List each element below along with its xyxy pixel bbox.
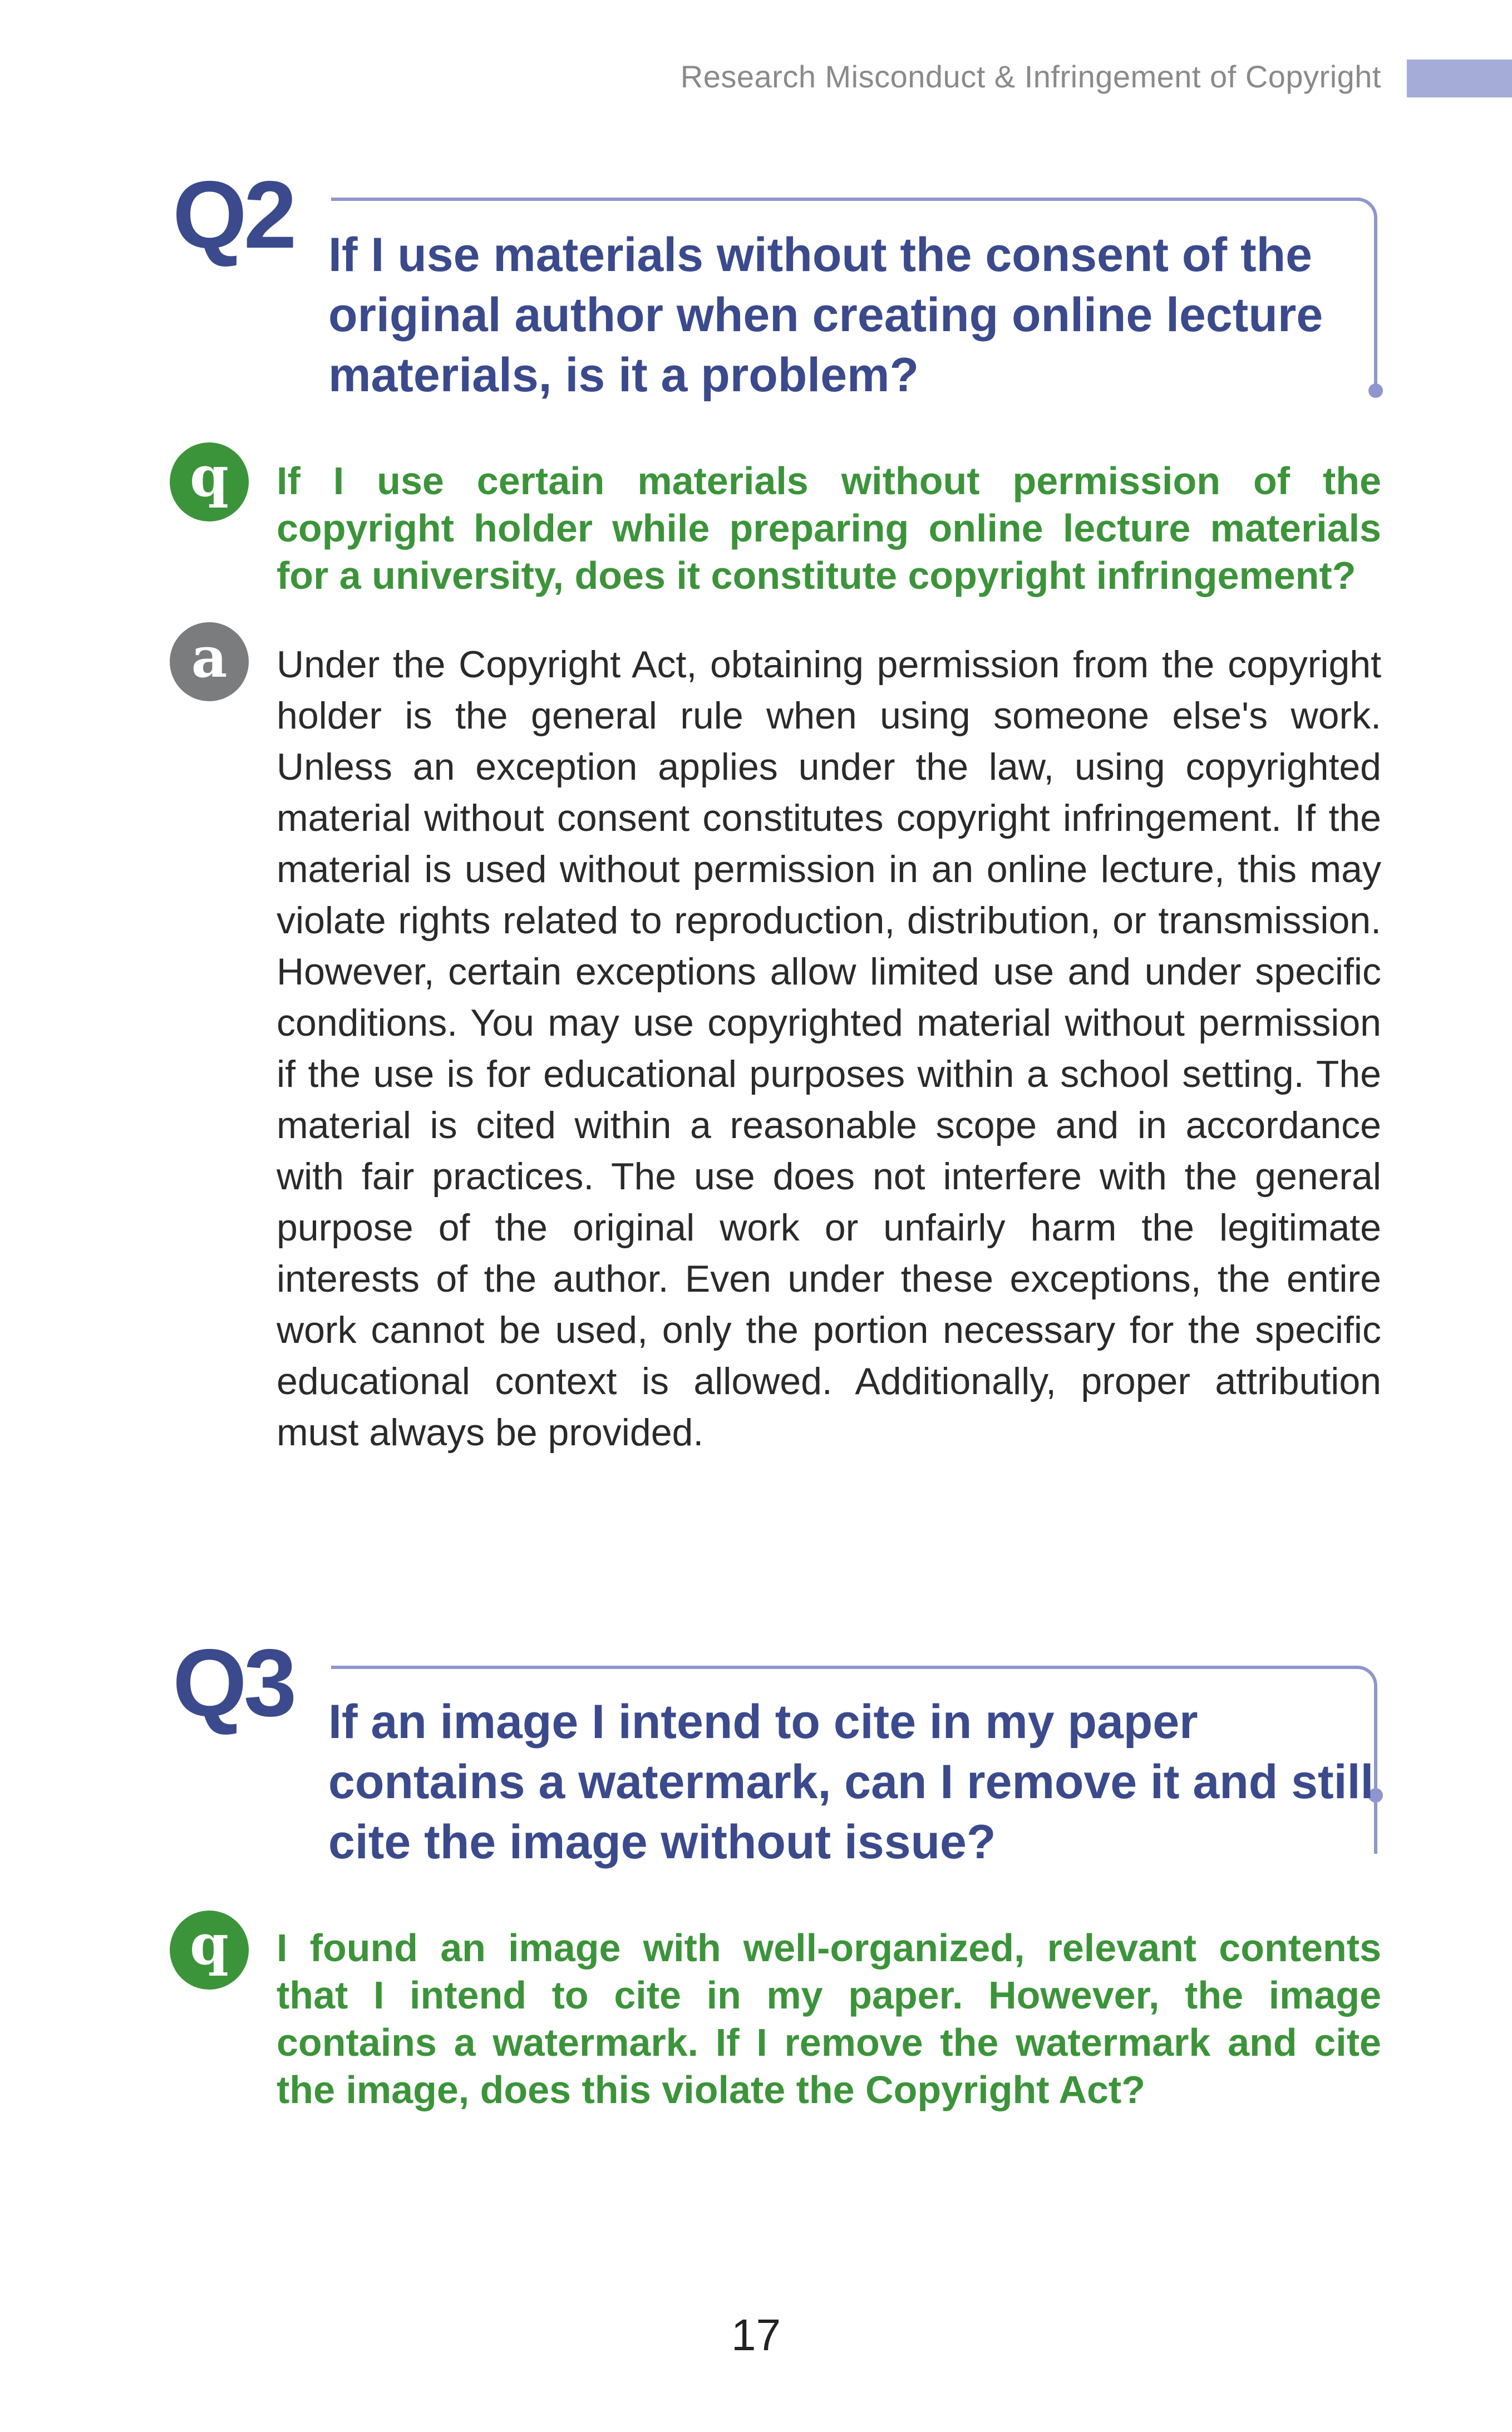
question-text-q2: If I use certain materials without permission of the copyright holder while preparing online lecture materials for a university, does it constitute copyright infringement? bbox=[277, 459, 1381, 597]
question-number-q3: Q3 bbox=[173, 1629, 294, 1736]
question-badge-q2: q bbox=[170, 442, 249, 521]
question-number-q2: Q2 bbox=[173, 161, 294, 268]
running-header: Research Misconduct & Infringement of Copyright bbox=[680, 59, 1381, 94]
question-badge-q3: q bbox=[170, 1911, 249, 1990]
answer-badge-q2: a bbox=[170, 622, 249, 701]
answer-text-q2: Under the Copyright Act, obtaining permission from the copyright holder is the general rule when using someone else's work. Unless an exception applies under the law, using copyrighted material without consent constitutes copyright infringement. If the material is used without permission in an online lecture, this may violate rights related to reproduction, distribution, or transmission. However, certain exceptions allow limited use and under specific conditions. You may use copyrighted material without permission if the use is for educational purposes within a school setting. The material is cited within a reasonable scope and in accordance with fair practices. The use does not interfere with the general purpose of the original work or unfairly harm the legitimate interests of the author. Even under these exceptions, the entire work cannot be used, only the portion necessary for the specific educational context is allowed. Additionally, proper attribution must always be provided. bbox=[277, 643, 1381, 1454]
header-tab bbox=[1407, 60, 1512, 97]
question-title-q2: If I use materials without the consent of the original author when creating online lecture materials, is it a problem? bbox=[328, 228, 1323, 402]
question-text-q3: I found an image with well-organized, relevant contents that I intend to cite in my paper. However, the image contains a watermark. If I remove the watermark and cite the image, does this violate the Copyright Act? bbox=[277, 1926, 1381, 2111]
question-title-q3: If an image I intend to cite in my paper contains a watermark, can I remove it and still cite the image without issue? bbox=[328, 1695, 1374, 1869]
page-number: 17 bbox=[731, 2310, 781, 2360]
